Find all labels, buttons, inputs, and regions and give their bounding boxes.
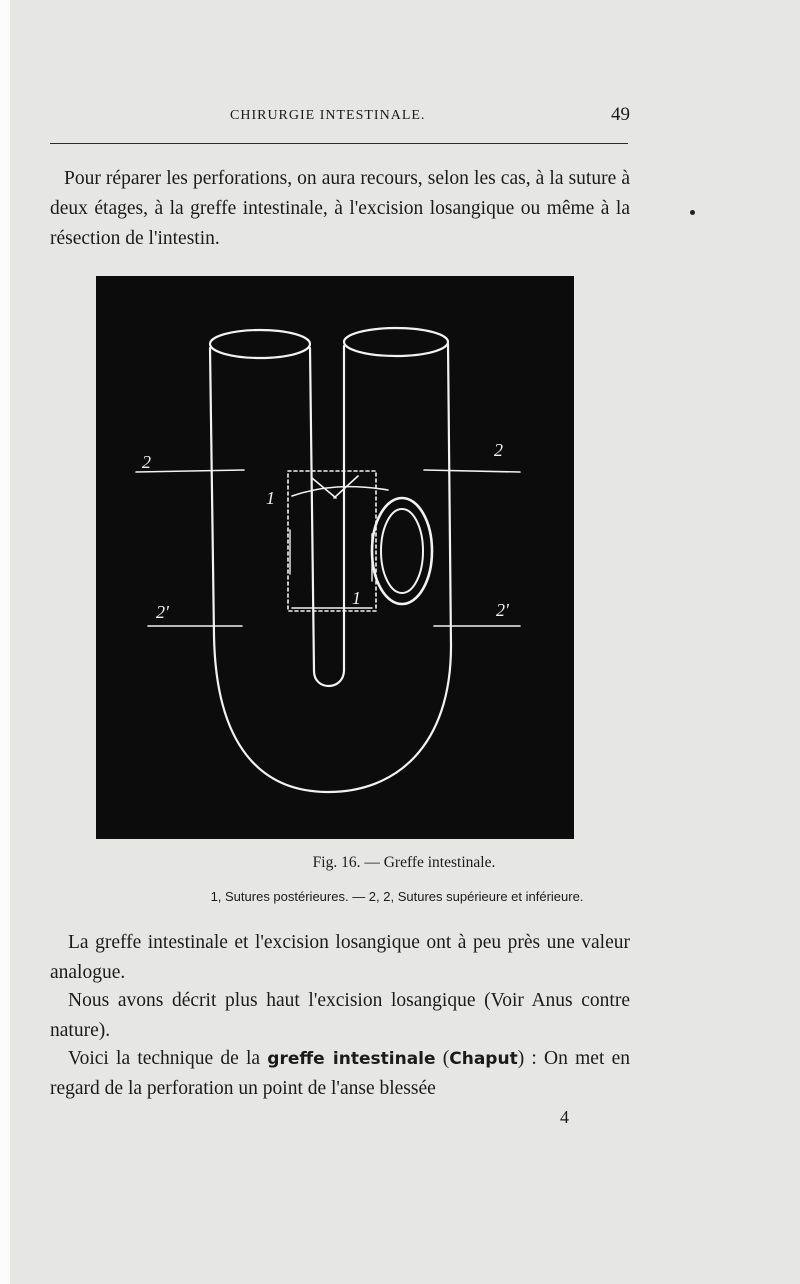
graft-window: [288, 471, 376, 611]
paragraph-4: [50, 1044, 630, 1104]
running-head: [50, 104, 630, 128]
figure-caption: [0, 854, 800, 872]
page-edge: [0, 0, 10, 1284]
paragraph-2: La greffe intestinale et l'excision losangique ont à peu près une valeur analogue.: [50, 932, 630, 983]
perforation-inner-ring: [381, 509, 423, 593]
label-suture-top: 1: [266, 488, 275, 508]
author-chaput: Chaput: [449, 1049, 518, 1069]
label-left-lower: 2': [156, 602, 169, 622]
paragraph-4-start: Voici la technique de la: [68, 1048, 268, 1069]
label-left-upper: 2: [142, 452, 151, 472]
paragraph-1: Pour réparer les perforations, on aura recours, selon les cas, à la suture à deux étages, à la greffe intestinale, à l'excision losangique ou même à la résection de l'intestin.: [50, 168, 630, 249]
page-number: 49: [611, 104, 630, 125]
inner-loop-outline: [310, 346, 344, 686]
figure-legend-text: 1, Sutures postérieures. — 2, 2, Sutures supérieure et inférieure.: [210, 889, 584, 904]
intestine-graft-drawing: [96, 276, 574, 839]
header-rule: [50, 143, 628, 144]
label-right-upper: 2: [494, 440, 503, 460]
figure-legend: [0, 889, 800, 904]
running-title: CHIRURGIE INTESTINALE.: [230, 108, 426, 123]
signature-mark: 4: [560, 1107, 569, 1127]
outer-loop-outline: [210, 344, 451, 792]
term-greffe-intestinale: greffe intestinale: [267, 1049, 436, 1069]
left-opening: [210, 330, 310, 358]
figure-caption-text: Fig. 16. — Greffe intestinale.: [312, 854, 496, 871]
paragraph-4-end: ) : On met en regard de la perforation un point de l'anse blessée: [50, 1048, 630, 1099]
margin-mark: [690, 210, 695, 215]
paragraph-4-mid: (: [435, 1048, 450, 1069]
right-opening: [344, 328, 448, 356]
figure-16-illustration: [96, 276, 574, 839]
paragraph-3: Nous avons décrit plus haut l'excision losangique (Voir Anus contre nature).: [50, 990, 630, 1041]
suture-line-right-upper: [424, 470, 520, 472]
suture-top-cross: [292, 476, 388, 498]
label-right-lower: 2': [496, 600, 509, 620]
suture-line-left-upper: [136, 470, 244, 472]
label-suture-bottom: 1: [352, 588, 361, 608]
